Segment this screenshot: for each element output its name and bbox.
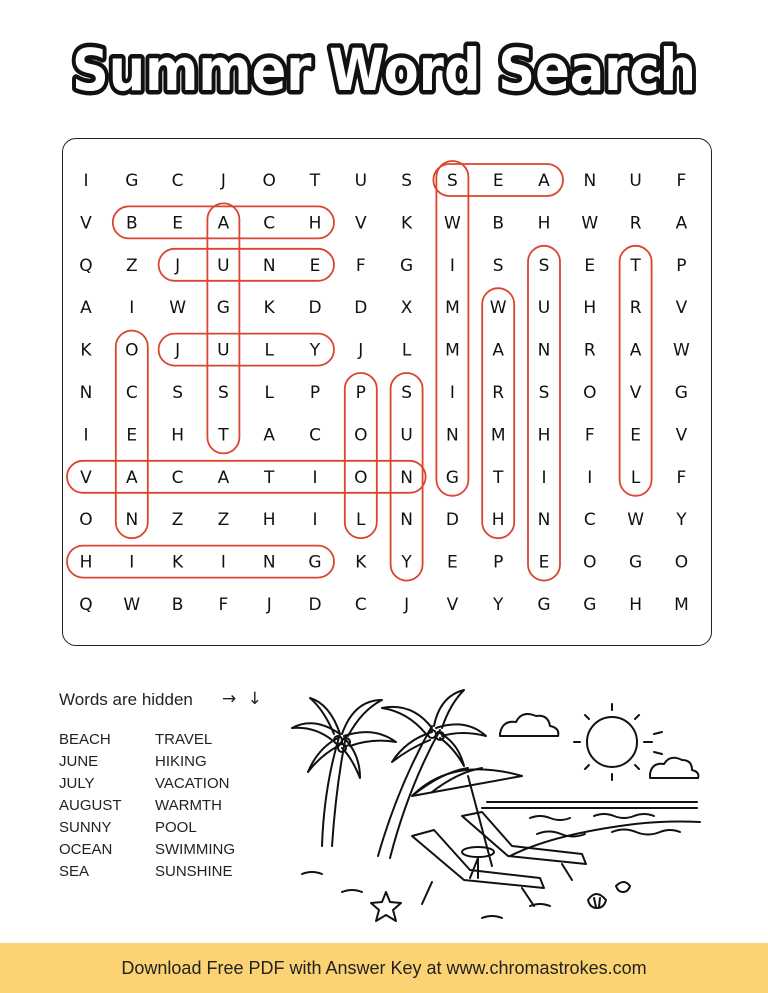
grid-letter: T <box>630 255 641 276</box>
highlight-june <box>159 249 334 281</box>
footer-banner: Download Free PDF with Answer Key at www.chromastrokes.com <box>0 943 768 993</box>
grid-letter: S <box>447 171 458 191</box>
grid-letter: W <box>123 595 141 615</box>
grid-letter: S <box>538 255 550 276</box>
highlight-hiking <box>67 546 334 578</box>
beach-umbrella-icon <box>412 768 522 866</box>
grid-letter: S <box>172 383 183 403</box>
grid-letter: C <box>171 467 184 488</box>
grid-letter: U <box>629 171 642 191</box>
grid-letter: S <box>401 383 412 403</box>
word-item: BEACH <box>59 731 111 748</box>
grid-letter: A <box>629 340 642 361</box>
grid-letter: G <box>445 467 459 488</box>
word-list-column-2 <box>155 729 235 883</box>
grid-letter: V <box>354 213 367 234</box>
sun-icon <box>574 704 662 780</box>
grid-letter: E <box>309 255 321 276</box>
grid-letter: J <box>220 171 226 191</box>
grid-letter: J <box>266 595 272 615</box>
grid-letter: E <box>126 425 138 446</box>
word-item: SUNNY <box>59 819 112 836</box>
grid-letter: U <box>400 425 413 446</box>
grid-letter: F <box>355 255 366 276</box>
grid-letter: O <box>125 340 139 361</box>
grid-letter: S <box>401 171 412 191</box>
word-item: SEA <box>59 863 90 880</box>
grid-letter: M <box>445 298 460 319</box>
grid-letter: N <box>262 552 276 573</box>
grid-letter: W <box>581 213 599 234</box>
grid-letter: L <box>264 383 274 403</box>
grid-letter: E <box>447 552 458 573</box>
grid-letter: O <box>583 552 597 573</box>
grid-letter: A <box>217 467 230 488</box>
grid-letter: Y <box>676 510 687 531</box>
grid-letter: P <box>676 255 687 276</box>
grid-letter: B <box>492 213 505 234</box>
grid-letter: W <box>672 340 690 361</box>
grid-letter: C <box>309 425 321 446</box>
grid-letter: J <box>175 340 181 361</box>
grid-letter: N <box>583 171 597 191</box>
word-item: AUGUST <box>59 797 122 814</box>
grid-letter: U <box>217 255 230 276</box>
grid-letter: V <box>675 298 688 319</box>
grid-letter: E <box>630 425 641 446</box>
highlight-travel <box>620 246 652 496</box>
grid-letter: C <box>263 213 276 234</box>
grid-letter: S <box>538 383 550 403</box>
grid-letter: E <box>492 171 504 191</box>
grid-letter: E <box>538 552 550 573</box>
sea-waves-icon <box>482 802 700 856</box>
grid-letter: Y <box>401 552 412 573</box>
grid-canvas <box>63 139 713 647</box>
grid-letter: A <box>217 213 230 234</box>
grid-letter: K <box>172 552 184 573</box>
highlight-swimming <box>436 161 468 496</box>
grid-letter: K <box>401 213 413 234</box>
word-item: POOL <box>155 819 197 836</box>
grid-letter: H <box>491 510 505 531</box>
grid-letter: S <box>218 383 229 403</box>
page-title: Summer Word Search <box>72 36 696 104</box>
grid-letter: L <box>264 340 274 361</box>
grid-letter: J <box>358 340 364 361</box>
grid-letter: O <box>354 425 368 446</box>
grid-letter: Q <box>79 595 93 615</box>
grid-letter: D <box>445 510 459 531</box>
grid-letter: O <box>262 171 276 191</box>
grid-letter: P <box>493 552 504 573</box>
grid-letter: X <box>400 298 413 319</box>
grid-letter: G <box>583 595 597 615</box>
grid-letter: V <box>80 213 92 234</box>
grid-letter: G <box>537 595 551 615</box>
grid-letter: I <box>449 255 455 276</box>
direction-arrows-icon: → ↓ <box>222 689 265 709</box>
grid-letter: T <box>264 467 275 488</box>
word-item: OCEAN <box>59 841 113 858</box>
grid-letter: L <box>401 340 412 361</box>
grid-letter: Y <box>309 340 321 361</box>
grid-letter: D <box>308 595 322 615</box>
grid-letter: C <box>583 510 596 531</box>
grid-letter: C <box>125 383 138 403</box>
grid-letter: V <box>675 425 688 446</box>
grid-letter: A <box>492 340 505 361</box>
grid-letter: I <box>587 467 593 488</box>
grid-letter: V <box>446 595 459 615</box>
grid-letter: I <box>129 298 135 319</box>
grid-letter: N <box>400 510 413 531</box>
grid-letter: I <box>312 510 318 531</box>
grid-letter: A <box>80 298 92 319</box>
seashell-icon <box>588 882 630 908</box>
grid-letter: F <box>676 171 687 191</box>
grid-letter: G <box>629 552 643 573</box>
word-search-grid <box>62 138 712 646</box>
grid-letter: H <box>537 425 551 446</box>
grid-letter: H <box>308 213 322 234</box>
cloud-icon <box>500 714 558 736</box>
grid-letter: Q <box>79 255 93 276</box>
grid-letter: J <box>404 595 410 615</box>
grid-letter: H <box>171 425 184 446</box>
grid-letter: I <box>83 171 89 191</box>
grid-letter: F <box>584 425 595 446</box>
grid-letter: F <box>218 595 229 615</box>
starfish-icon <box>371 892 401 921</box>
grid-letter: W <box>443 213 461 234</box>
beach-scene-icon <box>282 686 702 926</box>
grid-letter: O <box>674 552 689 573</box>
grid-letter: L <box>630 467 641 488</box>
grid-letter: R <box>492 383 505 403</box>
grid-letter: Z <box>171 510 184 531</box>
page-title-graphic <box>0 0 768 130</box>
word-item: JUNE <box>59 753 99 770</box>
grid-letter: N <box>262 255 276 276</box>
grid-letter: D <box>308 298 322 319</box>
grid-letter: G <box>674 383 688 403</box>
grid-letter: N <box>79 383 93 403</box>
grid-letter: I <box>83 425 89 446</box>
grid-letter: N <box>400 467 413 488</box>
grid-letter: J <box>175 255 181 276</box>
grid-letter: G <box>308 552 322 573</box>
highlight-vacation <box>67 461 426 493</box>
grid-letter: H <box>629 595 642 615</box>
grid-letter: W <box>489 298 507 319</box>
grid-letter: N <box>537 340 551 361</box>
grid-letter: P <box>309 383 321 403</box>
grid-letter: H <box>79 552 93 573</box>
highlight-sunshine <box>528 246 560 581</box>
grid-letter: S <box>492 255 504 276</box>
grid-letter: A <box>538 171 550 191</box>
word-item: SUNSHINE <box>155 863 233 880</box>
grid-letter: E <box>172 213 183 234</box>
grid-letter: M <box>674 595 689 615</box>
grid-letter: B <box>171 595 184 615</box>
word-list-column-1 <box>59 729 122 883</box>
highlight-warmth <box>482 288 514 538</box>
grid-letter: T <box>218 425 229 446</box>
grid-letter: K <box>355 552 367 573</box>
grid-letter: I <box>220 552 226 573</box>
word-item: HIKING <box>155 753 207 770</box>
grid-letter: V <box>80 467 92 488</box>
grid-letter: K <box>80 340 92 361</box>
grid-letter: G <box>216 298 230 319</box>
palm-tree-icon <box>378 690 486 858</box>
grid-letter: G <box>125 171 139 191</box>
grid-letter: O <box>79 510 93 531</box>
grid-letter: Z <box>125 255 138 276</box>
grid-letter: U <box>537 298 551 319</box>
cloud-icon <box>650 758 698 778</box>
grid-letter: W <box>169 298 187 319</box>
grid-letter: D <box>354 298 368 319</box>
grid-letter: H <box>583 298 597 319</box>
grid-letter: V <box>629 383 642 403</box>
grid-letter: P <box>355 383 366 403</box>
word-item: VACATION <box>155 775 230 792</box>
grid-letter: Y <box>493 595 504 615</box>
grid-letter: R <box>583 340 596 361</box>
grid-letter: I <box>449 383 455 403</box>
grid-letter: N <box>537 510 551 531</box>
grid-letter: I <box>129 552 135 573</box>
grid-letter: L <box>356 510 366 531</box>
grid-letter: N <box>125 510 139 531</box>
grid-letter: O <box>583 383 597 403</box>
grid-letter: I <box>312 467 318 488</box>
grid-letter: B <box>125 213 138 234</box>
word-list-heading: Words are hidden <box>59 690 193 709</box>
grid-letter: K <box>263 298 275 319</box>
word-item: TRAVEL <box>155 731 213 748</box>
page-title-area <box>0 0 768 130</box>
highlight-august <box>207 203 239 453</box>
grid-letter: U <box>217 340 230 361</box>
grid-letter: M <box>445 340 460 361</box>
grid-letter: F <box>676 467 687 488</box>
grid-letter: T <box>493 467 504 488</box>
grid-letter: T <box>309 171 321 191</box>
grid-letter: A <box>125 467 138 488</box>
grid-letter: A <box>263 425 276 446</box>
grid-letter: C <box>171 171 184 191</box>
grid-letter: O <box>354 467 368 488</box>
grid-letter: G <box>400 255 414 276</box>
highlight-july <box>159 334 334 366</box>
word-item: SWIMMING <box>155 841 235 858</box>
grid-letter: E <box>584 255 596 276</box>
grid-letter: M <box>490 425 506 446</box>
palm-tree-icon <box>292 698 396 846</box>
grid-letter: N <box>446 425 459 446</box>
grid-letter: U <box>354 171 368 191</box>
grid-letter: A <box>675 213 688 234</box>
grid-letter: H <box>537 213 551 234</box>
grid-letter: Z <box>217 510 230 531</box>
grid-letter: R <box>629 298 642 319</box>
grid-letter: I <box>541 467 547 488</box>
word-item: JULY <box>59 775 95 792</box>
grid-letter: C <box>354 595 367 615</box>
word-item: WARMTH <box>155 797 222 814</box>
grid-letter: R <box>629 213 642 234</box>
grid-letter: W <box>627 510 645 531</box>
grid-letter: H <box>262 510 276 531</box>
